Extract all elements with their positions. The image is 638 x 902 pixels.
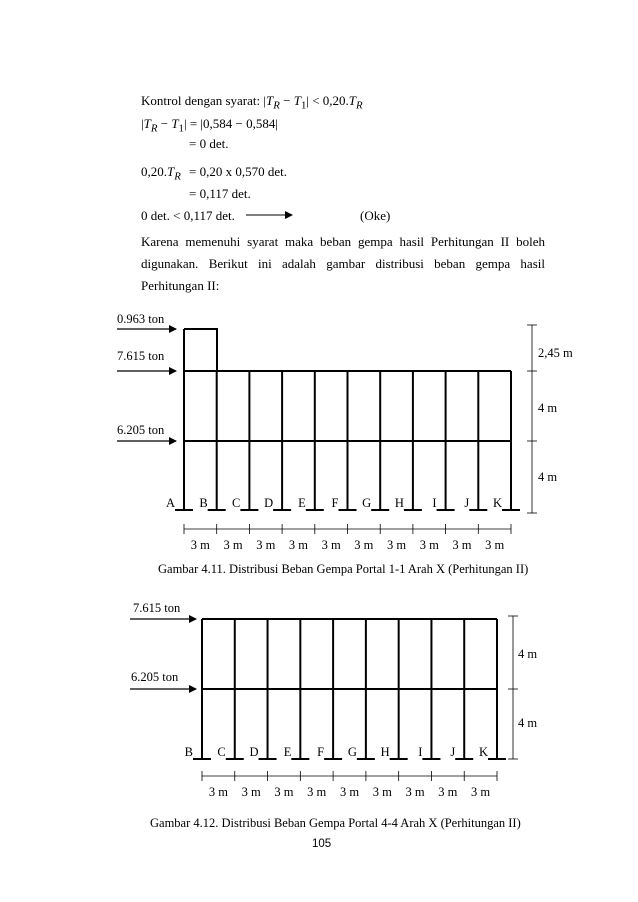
figure-4-11 (117, 312, 573, 552)
t-symbol: T (348, 93, 357, 108)
span-label: 3 m (405, 785, 425, 799)
sub-r: R (150, 122, 158, 135)
span-label: 3 m (274, 785, 294, 799)
roof-penthouse (184, 329, 217, 371)
column-label-c: C (217, 745, 226, 759)
column-label-i: I (418, 745, 423, 759)
height-label-upper: 4 m (518, 647, 538, 661)
column-label-h: H (380, 745, 390, 759)
span-label: 3 m (452, 538, 472, 552)
column-label-g: G (347, 745, 357, 759)
column-label-e: E (298, 496, 306, 510)
limit-equation: = 0,20 x 0,570 det. (189, 164, 287, 179)
sub-r: R (174, 170, 181, 183)
span-label: 3 m (288, 538, 309, 552)
height-label-penthouse: 2,45 m (538, 346, 573, 360)
sub-one: 1 (300, 99, 307, 112)
column-label-a: A (165, 496, 175, 510)
sub-r: R (356, 99, 363, 112)
span-label: 3 m (419, 538, 439, 552)
sub-r: R (273, 99, 280, 112)
compare-text: 0 det. < 0,117 det. (141, 208, 235, 223)
span-label: 3 m (339, 785, 360, 799)
span-label: 3 m (471, 785, 491, 799)
column-label-f: F (331, 496, 339, 510)
column-label-j: J (450, 745, 456, 759)
load-label-roof: 0.963 ton (117, 312, 165, 326)
abs-suffix: | = |0,584 − 0,584| (183, 116, 278, 131)
height-label-lower: 4 m (518, 716, 538, 730)
load-label-middle: 6.205 ton (131, 670, 179, 684)
column-label-b: B (184, 745, 193, 759)
span-label: 3 m (438, 785, 458, 799)
span-label: 3 m (321, 538, 341, 552)
height-label-upper: 4 m (538, 401, 558, 415)
oke-text: (Oke) (360, 208, 391, 223)
column-label-k: K (478, 745, 488, 759)
column-label-d: D (264, 496, 274, 510)
span-label: 3 m (256, 538, 276, 552)
column-label-b: B (199, 496, 208, 510)
span-label: 3 m (223, 538, 243, 552)
control-prefix: Kontrol dengan syarat: | (141, 93, 266, 108)
minus-sign: − (279, 93, 294, 108)
limit-prefix: 0,20. (141, 164, 167, 179)
column-label-k: K (492, 496, 502, 510)
span-label: 3 m (354, 538, 374, 552)
span-label: 3 m (386, 538, 407, 552)
span-label: 3 m (485, 538, 505, 552)
limit-result: = 0,117 det. (189, 186, 251, 201)
column-label-g: G (362, 496, 372, 510)
column-label-c: C (232, 496, 241, 510)
load-label-top: 7.615 ton (117, 349, 165, 363)
t-symbol: T (143, 116, 151, 131)
span-label: 3 m (307, 785, 327, 799)
span-label: 3 m (241, 785, 261, 799)
abs-result: = 0 det. (189, 136, 229, 151)
column-label-j: J (464, 496, 470, 510)
column-label-f: F (317, 745, 325, 759)
column-label-h: H (394, 496, 404, 510)
minus-sign: − (157, 116, 172, 131)
t-symbol: T (266, 93, 274, 108)
span-label: 3 m (208, 785, 228, 799)
span-label: 3 m (372, 785, 392, 799)
figure-4-12-caption: Gambar 4.12. Distribusi Beban Gempa Portal 4-4 Arah X (Perhitungan II) (150, 816, 521, 830)
paragraph-line-2: digunakan. Berikut ini adalah gambar distribusi beban gempa hasil (141, 256, 545, 271)
t-symbol: T (171, 116, 179, 131)
figure-4-12 (130, 601, 537, 799)
span-label: 3 m (190, 538, 210, 552)
column-label-i: I (432, 496, 437, 510)
t-symbol: T (293, 93, 301, 108)
paragraph-line-3: Perhitungan II: (141, 278, 220, 293)
load-label-top: 7.615 ton (133, 601, 181, 615)
column-label-e: E (283, 745, 292, 759)
sub-one: 1 (178, 122, 184, 135)
load-label-middle: 6.205 ton (117, 423, 165, 437)
column-label-d: D (249, 745, 259, 759)
figure-4-11-caption: Gambar 4.11. Distribusi Beban Gempa Portal 1-1 Arah X (Perhitungan II) (158, 562, 529, 576)
height-label-lower: 4 m (538, 470, 558, 484)
control-mid: | < 0,20. (306, 93, 349, 108)
page-number: 105 (312, 838, 332, 850)
paragraph-line-1: Karena memenuhi syarat maka beban gempa hasil Perhitungan II boleh (141, 234, 545, 249)
t-symbol: T (167, 164, 175, 179)
abs-difference-line: $|T_R - T_1| = |0,584 - 0,584|$ (141, 116, 278, 135)
